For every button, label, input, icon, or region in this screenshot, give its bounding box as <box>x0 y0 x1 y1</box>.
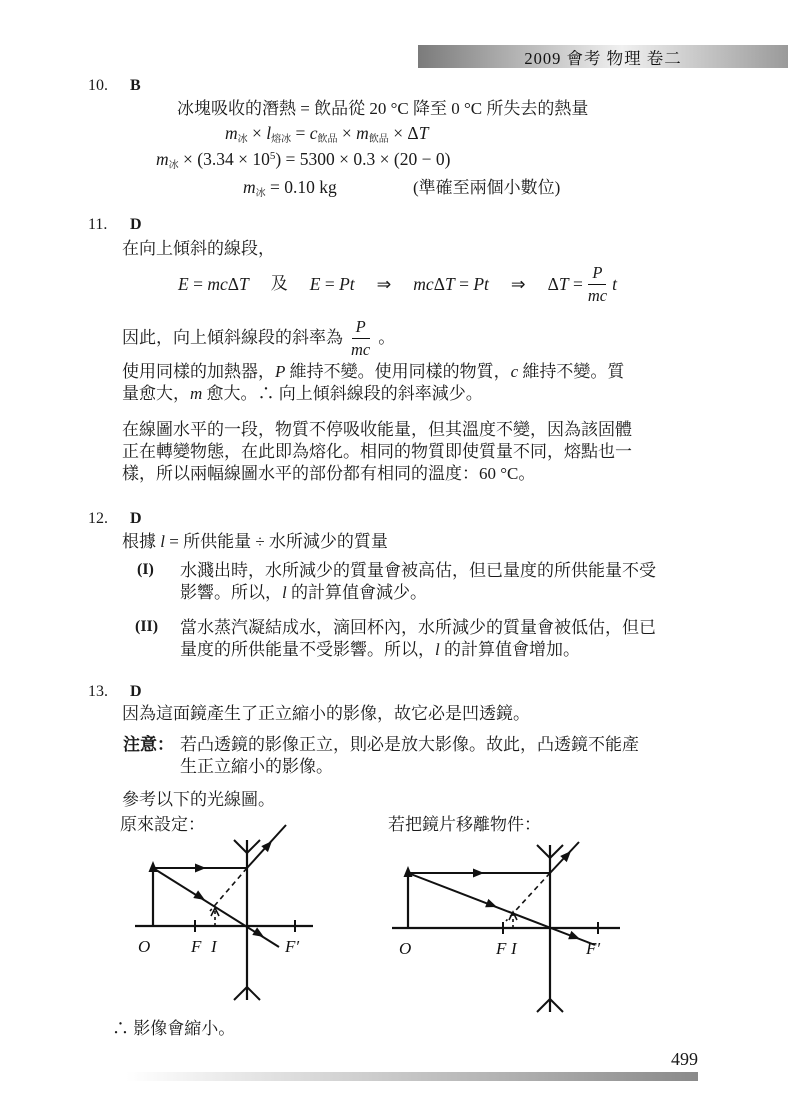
q11-para2-line3: 樣，所以兩幅線圖水平的部份都有相同的溫度：60 °C。 <box>122 464 536 483</box>
ray-diagram-left-title: 原來設定： <box>120 815 205 834</box>
object-arrowhead <box>404 866 413 877</box>
q13-answer: D <box>130 683 142 700</box>
q13-note-line2: 生正立縮小的影像。 <box>180 757 333 776</box>
ray-diagram-moved <box>392 842 620 1012</box>
label-Fprime: F′ <box>586 939 601 958</box>
q12-item1-line1: 水濺出時，水所減少的質量會被高估，但已量度的所供能量不受 <box>180 561 656 580</box>
label-F: F <box>496 939 507 958</box>
center-ray <box>408 873 595 945</box>
q11-answer: D <box>130 216 142 233</box>
q13-conclusion: ∴ 影像會縮小。 <box>112 1019 236 1038</box>
q11-implies-2: ⇒ <box>510 273 526 294</box>
virtual-ray-dashed <box>210 868 247 911</box>
q10-number: 10. <box>88 77 108 94</box>
q11-slope-frac-num: P <box>352 318 370 338</box>
q12-item2-line2: 量度的所供能量不受影響。所以，l 的計算值會增加。 <box>180 640 580 659</box>
q12-item1-label: (I) <box>137 561 154 578</box>
footer-bar <box>126 1072 698 1081</box>
q11-eq-and: 及 <box>270 274 288 293</box>
q12-number: 12. <box>88 510 108 527</box>
q11-eq-frac-den: mc <box>587 285 608 305</box>
q11-slope-pre: 因此，向上傾斜線段的斜率為 <box>122 328 343 347</box>
q10-eq2: $m_冰 \times (3.34 \times 10^5) = 5300 \times 0.3 \times (20 - 0)$ <box>156 149 451 171</box>
label-Fprime: F′ <box>285 937 300 956</box>
q10-answer: B <box>130 77 141 94</box>
q11-slope-frac-den: mc <box>351 339 371 359</box>
q13-note-label: 注意： <box>123 735 174 754</box>
q11-eq-seg5: mcΔT = Pt <box>413 273 489 294</box>
q12-intro: 根據 l = 所供能量 ÷ 水所減少的質量 <box>122 532 388 551</box>
label-F: F <box>191 937 202 956</box>
q13-ref-line: 參考以下的光線圖。 <box>122 790 275 809</box>
ray-diagram-original <box>135 825 313 1000</box>
q11-eq-seg7: ΔT = <box>547 273 583 294</box>
parallel-ray-arrowhead <box>195 864 206 873</box>
q11-para1-line2: 量愈大，m 愈大。∴ 向上傾斜線段的斜率減少。 <box>122 384 483 403</box>
label-O: O <box>399 939 412 958</box>
label-O: O <box>138 937 151 956</box>
q11-para1-line1: 使用同樣的加熱器，P 維持不變。使用同樣的物質，c 維持不變。質 <box>122 362 625 381</box>
page-number: 499 <box>671 1049 698 1069</box>
q11-eq-seg1: E = mcΔT <box>178 273 249 294</box>
q12-item2-line1: 當水蒸汽凝結成水，滴回杯內，水所減少的質量會被低估，但已 <box>180 618 656 637</box>
parallel-ray-arrowhead <box>473 869 484 878</box>
ray-diagram-right-title: 若把鏡片移離物件： <box>388 815 541 834</box>
q12-item1-line2: 影響。所以，l 的計算值會減少。 <box>180 583 427 602</box>
q11-para2-line2: 正在轉變物態，在此即為熔化。相同的物質即使質量不同，熔點也一 <box>122 442 632 461</box>
q13-note-line1: 若凸透鏡的影像正立，則必是放大影像。故此，凸透鏡不能產 <box>180 735 639 754</box>
q13-number: 13. <box>88 683 108 700</box>
q11-eq-frac-num: P <box>588 264 606 284</box>
q10-line1: 冰塊吸收的潛熱 = 飲品從 20 °C 降至 0 °C 所失去的熱量 <box>177 99 589 118</box>
center-ray-arrowhead-2 <box>568 931 582 943</box>
q11-eq-seg3: E = Pt <box>309 273 355 294</box>
center-ray-arrowhead-1 <box>485 899 499 911</box>
q12-answer: D <box>130 510 142 527</box>
q10-eq3: $m_冰 = 0.10$ kg <box>243 177 337 199</box>
q11-number: 11. <box>88 216 108 233</box>
label-I: I <box>211 937 217 956</box>
q11-intro: 在向上傾斜的線段， <box>122 239 275 258</box>
q12-item2-label: (II) <box>135 618 159 635</box>
q10-eq3-note: (準確至兩個小數位) <box>413 178 561 197</box>
q11-para2-line1: 在線圖水平的一段，物質不停吸收能量，但其溫度不變，因為該固體 <box>122 420 632 439</box>
label-I: I <box>511 939 517 958</box>
q13-line1: 因為這面鏡產生了正立縮小的影像，故它必是凹透鏡。 <box>122 704 530 723</box>
q11-slope-post: 。 <box>378 328 396 347</box>
q11-implies-1: ⇒ <box>376 273 392 294</box>
q11-eq-seg8: t <box>612 273 617 294</box>
q10-eq1: $m_冰 \times l_{熔冰} = c_{飲品} \times m_{飲品} \times \Delta T$ <box>225 123 429 145</box>
header-title: 2009 會考 物理 卷二 <box>524 48 682 68</box>
